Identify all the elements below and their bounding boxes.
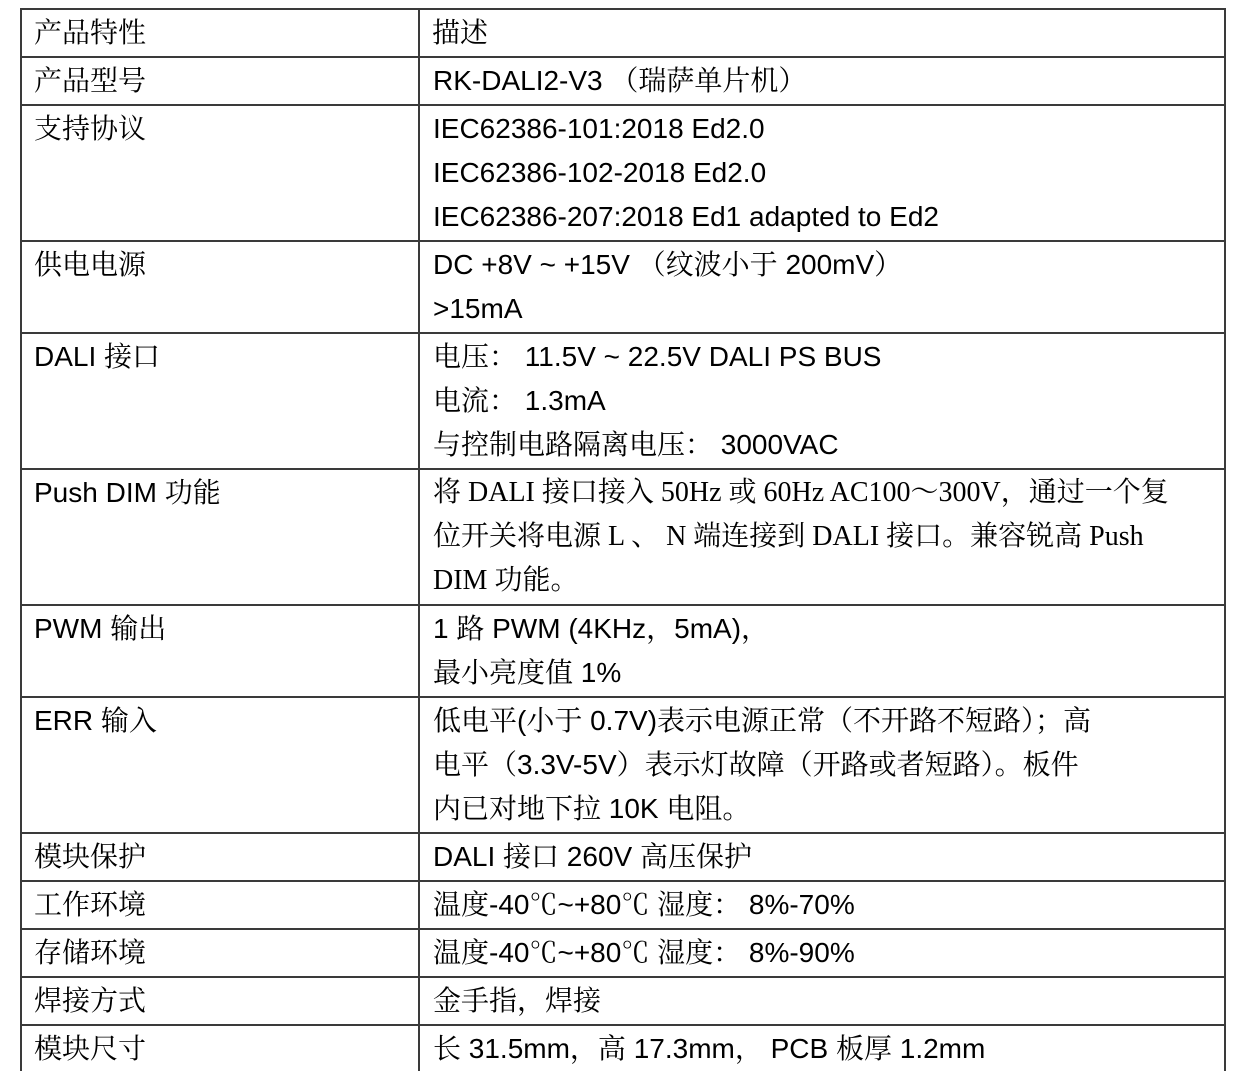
description-line: 内已对地下拉 10K 电阻。 [433, 793, 751, 824]
row-module-dimensions [21, 1025, 1225, 1071]
description-line: DC +8V ~ +15V （纹波小于 200mV） [433, 249, 903, 280]
description-cell [419, 1025, 1225, 1071]
description-line: 1 路 PWM (4KHz，5mA)， [433, 613, 770, 644]
description-cell [419, 881, 1225, 929]
feature-cell: 工作环境 [21, 881, 419, 929]
header-row [21, 9, 1225, 57]
row-err-input [21, 697, 1225, 833]
description-line: 位开关将电源 L 、 N 端连接到 DALI 接口。兼容锐高 Push [433, 521, 1144, 552]
feature-cell: 焊接方式 [21, 977, 419, 1025]
description-line: 最小亮度值 1% [433, 657, 622, 688]
feature-cell: 模块保护 [21, 833, 419, 881]
description-cell [419, 977, 1225, 1025]
row-storage-environment [21, 929, 1225, 977]
description-line: 电平（3.3V-5V）表示灯故障（开路或者短路）。板件 [433, 749, 1079, 780]
description-cell [419, 241, 1225, 333]
description-cell [419, 469, 1225, 605]
row-dali-interface [21, 333, 1225, 469]
description-cell [419, 929, 1225, 977]
description-cell [419, 105, 1225, 241]
description-line: 低电平(小于 0.7V)表示电源正常（不开路不短路）；高 [433, 705, 1092, 736]
description-line: DIM 功能。 [433, 565, 579, 596]
description-cell [419, 57, 1225, 105]
product-spec-table [20, 8, 1226, 1071]
row-product-model [21, 57, 1225, 105]
feature-cell: DALI 接口 [21, 333, 419, 469]
header-description: 描述 [419, 9, 1225, 57]
feature-cell: 支持协议 [21, 105, 419, 241]
description-line: RK-DALI2-V3 （瑞萨单片机） [433, 65, 807, 96]
description-line: 金手指，焊接 [433, 985, 602, 1016]
feature-cell: Push DIM 功能 [21, 469, 419, 605]
description-cell [419, 833, 1225, 881]
row-pwm-output [21, 605, 1225, 697]
description-line: 长 31.5mm，高 17.3mm， PCB 板厚 1.2mm [433, 1033, 986, 1064]
feature-cell: 供电电源 [21, 241, 419, 333]
row-push-dim-function [21, 469, 1225, 605]
feature-cell: 产品型号 [21, 57, 419, 105]
description-line: 与控制电路隔离电压： 3000VAC [433, 429, 839, 460]
feature-cell: 存储环境 [21, 929, 419, 977]
feature-cell: ERR 输入 [21, 697, 419, 833]
description-cell [419, 605, 1225, 697]
description-line: 温度-40℃~+80℃ 湿度： 8%-90% [433, 937, 855, 968]
description-line: 电压： 11.5V ~ 22.5V DALI PS BUS [433, 341, 882, 372]
description-line: >15mA [433, 293, 523, 324]
row-power-supply [21, 241, 1225, 333]
description-cell [419, 333, 1225, 469]
description-line: 电流： 1.3mA [433, 385, 606, 416]
description-line: 将 DALI 接口接入 50Hz 或 60Hz AC100～300V，通过一个复 [433, 477, 1169, 508]
description-line: IEC62386-101:2018 Ed2.0 [433, 113, 765, 144]
feature-cell: PWM 输出 [21, 605, 419, 697]
row-supported-protocols [21, 105, 1225, 241]
feature-cell: 模块尺寸 [21, 1025, 419, 1071]
description-cell [419, 697, 1225, 833]
description-line: DALI 接口 260V 高压保护 [433, 841, 752, 872]
description-line: 温度-40℃~+80℃ 湿度： 8%-70% [433, 889, 855, 920]
description-line: IEC62386-207:2018 Ed1 adapted to Ed2 [433, 201, 939, 232]
row-module-protection [21, 833, 1225, 881]
header-feature: 产品特性 [21, 9, 419, 57]
description-line: IEC62386-102-2018 Ed2.0 [433, 157, 767, 188]
row-operating-environment [21, 881, 1225, 929]
row-soldering-method [21, 977, 1225, 1025]
